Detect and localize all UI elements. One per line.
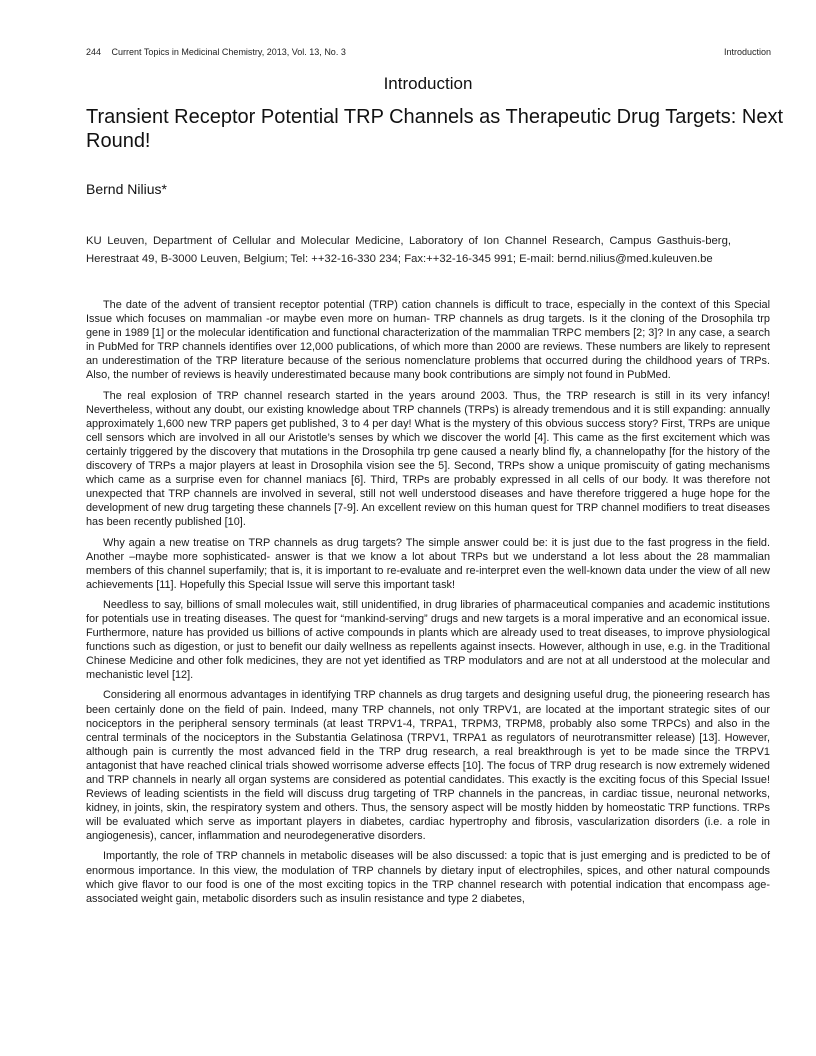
running-head [86,47,771,57]
paragraph: Needless to say, billions of small molecules wait, still unidentified, in drug libraries of pharmaceutical companies and academic institutions for potentials use in treating diseases. The quest for “mankind-serving” drugs and new targets is a moral imperative and an economical issue. Furthermore, nature has provided us billions of active compounds in plants which are already used to treat diseases, to improve physiological functions such as digestion, or just to benefit our daily wellness as repellents against insects. However, although in use, e.g. in the Traditional Chinese Medicine and other folk medicines, they are not yet identified as TRP modulators and are not at all understood at the molecular and mechanistic level [12]. [86,598,770,682]
paragraph: Why again a new treatise on TRP channels as drug targets? The simple answer could be: it is just due to the fast progress in the field. Another –maybe more sophisticated- answer is that we know a lot about TRPs but we understand a lot less about the 28 mammalian members of this channel superfamily; that is, it is important to re-evaluate and re-interpret even the well-known data under the view of all new achievements [11]. Hopefully this Special Issue will serve this important task! [86,536,770,591]
author-name: Bernd Nilius* [86,181,167,197]
running-head-section: Introduction [723,47,771,57]
journal-citation: Current Topics in Medicinal Chemistry, 2013, Vol. 13, No. 3 [111,47,346,57]
article-body [86,298,770,912]
paragraph: The real explosion of TRP channel research started in the years around 2003. Thus, the TRP research is still in its very infancy! Nevertheless, without any doubt, our existing knowledge about TRP channels (TRPs) is already tremendous and it is still expanding: annually approximately 1,600 new TRP papers get published, 3 to 4 per day! What is the mystery of this obvious success story? First, TRPs are unique cell sensors which are involved in all our Aristotle’s senses by which we discover the world [4]. This came as the first excitement which was certainly triggered by the discovery that mutations in the Drosophila trp gene caused a nearly blind fly, a channelopathy [for the history of the discovery of TRPs a major players at least in Drosophila vision see the 5]. Second, TRPs show a unique promiscuity of gating mechanisms which came as a surprise even for channel maniacs [6]. Third, TRPs are probably expressed in all cells of our body. It was therefore not unexpected that TRP channels are involved in several, still not well understood diseases and have therefore triggered a huge hope for the development of new drug targeting these channels [7-9]. An excellent review on this human quest for TRP channel modifiers to treat diseases has been recently published [10]. [86,389,770,529]
paragraph: The date of the advent of transient receptor potential (TRP) cation channels is difficult to trace, especially in the context of this Special Issue which focuses on mammalian -or maybe even more on human- TRP channels as drug targets. Is it the cloning of the Drosophila trp gene in 1989 [1] or the molecular identification and functional characterization of the mammalian TRPC members [2; 3]? In any case, a search in PubMed for TRP channels identifies over 12,000 publications, of which more than 2000 are reviews. These numbers are likely to represent an underestimation of the TRP literature because of the serious nomenclature problems that occurred during the childhood years of TRPs. Also, the number of reviews is heavily underestimated because many book contributions are simply not found in PubMed. [86,299,770,382]
paragraph: Considering all enormous advantages in identifying TRP channels as drug targets and designing useful drug, the pioneering research has been certainly done on the field of pain. Indeed, many TRP channels, not only TRPV1, are located at the important strategic sites of our nociceptors in the peripheral sensory terminals (at least TRPV1-4, TRPA1, TRPM3, TRPM8, probably also some TRPCs) and also in the central terminals of the nociceptors in the Substantia Gelatinosa (TRPV1, TRPA1 as regulators of neurotransmitter release) [13]. However, although pain is currently the most advanced field in the TRP drug research, a real breakthrough is yet to be made since the TRPV1 antagonist that have reached clinical trials showed worrisome adverse effects [10]. The focus of TRP drug research is now extremely widened and TRP channels in nearly all organ systems are considered as potential candidates. This exactly is the exciting focus of this Special Issue! Reviews of leading scientists in the field will discuss drug targeting of TRP channels in the pancreas, in cardiac tissue, neuronal networks, kidney, in joints, skin, the respiratory system and others. Thus, the sensory aspect will be mostly hidden by homeostatic TRP functions. TRPs will be evaluated which serve as important players in diabetes, cardiac hypertrophy and fibrosis, vascularization disorders (i.e. a role in angiogenesis), cancer, inflammation and neurodegenerative disorders. [86,689,770,843]
article-title: Transient Receptor Potential TRP Channels as Therapeutic Drug Targets: Next Round! [86,106,784,152]
page-number: 244 [86,47,102,57]
paragraph: Importantly, the role of TRP channels in metabolic diseases will be also discussed: a topic that is just emerging and is predicted to be of enormous importance. In this view, the modulation of TRP channels by dietary input of electrophiles, spices, and other natural compounds which give flavor to our food is one of the most exciting topics in the TRP channel research with potential indication that encompass age-associated weight gain, metabolic disorders such as insulin resistance and type 2 diabetes, [86,850,770,905]
section-label: Introduction [383,74,473,93]
running-head-left [86,47,354,57]
author-affiliation: KU Leuven, Department of Cellular and Molecular Medicine, Laboratory of Ion Channel Research, Campus Gasthuis-berg, Herestraat 49, B-3000 Leuven, Belgium; Tel: ++32-16-330 234; Fax:++32-16-345 991; E-mail: bernd.nilius@med.kuleuven.be [86,235,731,265]
